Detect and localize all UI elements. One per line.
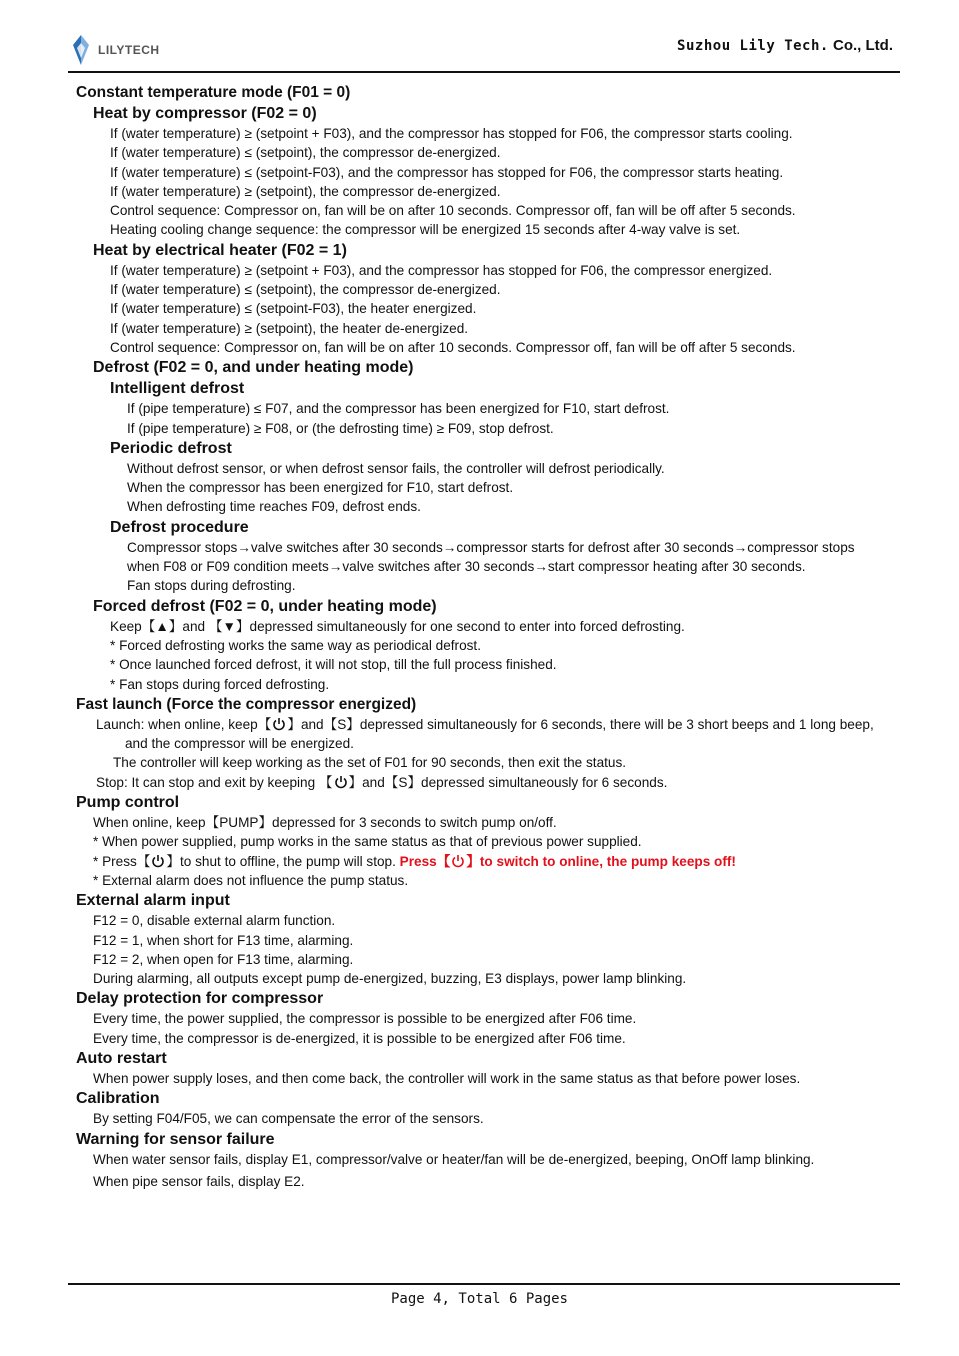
body-line: Heating cooling change sequence: the compressor will be energized 15 seconds after 4-way valve is set. bbox=[110, 222, 741, 238]
subsubsection-title-defrost-procedure: Defrost procedure bbox=[110, 518, 249, 536]
body-line: If (water temperature) ≥ (setpoint), the heater de-energized. bbox=[110, 320, 469, 336]
subsubsection-title-periodic-defrost: Periodic defrost bbox=[110, 439, 232, 457]
body-line: * Fan stops during forced defrosting. bbox=[110, 676, 330, 692]
subsection-title-heat-by-compressor: Heat by compressor (F02 = 0) bbox=[93, 105, 317, 122]
down-key-label: 【▼】 bbox=[208, 618, 250, 634]
body-line: When power supply loses, and then come back, the controller will work in the same status as that before power loses. bbox=[93, 1070, 801, 1086]
body-line: If (water temperature) ≥ (setpoint), the compressor de-energized. bbox=[110, 183, 501, 199]
body-line: Fan stops during defrosting. bbox=[127, 578, 296, 594]
subsection-title-defrost: Defrost (F02 = 0, and under heating mode) bbox=[93, 359, 414, 377]
section-title-constant-temperature: Constant temperature mode (F01 = 0) bbox=[76, 84, 351, 101]
body-line: If (water temperature) ≤ (setpoint), the compressor de-energized. bbox=[110, 145, 501, 161]
body-line: F12 = 1, when short for F13 time, alarming. bbox=[93, 932, 354, 948]
text-span: and【S】depressed simultaneously for 6 seconds. bbox=[362, 774, 668, 790]
body-line: If (water temperature) ≥ (setpoint + F03), and the compressor has stopped for F06, the compressor energized. bbox=[110, 262, 773, 278]
text-span: Launch: when online, keep bbox=[96, 716, 258, 732]
body-line: * Forced defrosting works the same way as periodical defrost. bbox=[110, 637, 481, 653]
page-header bbox=[0, 0, 959, 76]
body-line: * When power supplied, pump works in the same status as that of previous power supplied. bbox=[93, 834, 642, 850]
body-line: If (pipe temperature) ≤ F07, and the compressor has been energized for F10, start defrost. bbox=[127, 401, 670, 417]
body-line: Control sequence: Compressor on, fan will be on after 10 seconds. Compressor off, fan will be off after 5 seconds. bbox=[110, 339, 796, 355]
document-body bbox=[76, 82, 906, 1191]
power-icon bbox=[272, 717, 286, 731]
body-line: If (water temperature) ≤ (setpoint-F03), and the compressor has stopped for F06, the compressor starts heating. bbox=[110, 164, 784, 180]
text-span: and bbox=[182, 618, 206, 634]
body-line-stop: Stop: It can stop and exit by keeping 【 】and【S】depressed simultaneously for 6 seconds. bbox=[96, 774, 668, 790]
section-title-pump-control: Pump control bbox=[76, 794, 180, 812]
body-line: F12 = 2, when open for F13 time, alarming. bbox=[93, 951, 354, 967]
body-line: During alarming, all outputs except pump de-energized, buzzing, E3 displays, power lamp blinking. bbox=[93, 971, 687, 987]
body-line: and the compressor will be energized. bbox=[125, 736, 354, 752]
body-line: when F08 or F09 condition meets→valve switches after 30 seconds→start compressor heating after 30 seconds. bbox=[127, 559, 806, 575]
body-line: Every time, the power supplied, the compressor is possible to be energized after F06 time. bbox=[93, 1011, 637, 1027]
company-name bbox=[677, 37, 893, 54]
power-icon bbox=[451, 854, 465, 868]
body-line: If (water temperature) ≥ (setpoint + F03), and the compressor has stopped for F06, the compressor starts cooling. bbox=[110, 126, 793, 141]
body-line: * Once launched forced defrost, it will not stop, till the full process finished. bbox=[110, 657, 557, 673]
body-line: If (pipe temperature) ≥ F08, or (the defrosting time) ≥ F09, stop defrost. bbox=[127, 420, 554, 436]
text-span: depressed simultaneously for one second to enter into forced defrosting. bbox=[249, 618, 685, 634]
text-span: to shut to offline, the pump will stop. bbox=[180, 853, 396, 869]
lilytech-logo-icon bbox=[70, 34, 92, 66]
subsubsection-title-intelligent-defrost: Intelligent defrost bbox=[110, 380, 245, 398]
text-span: Press bbox=[399, 853, 437, 869]
warning-text: Press【 】to switch to online, the pump keeps off! bbox=[399, 853, 736, 869]
logo-text: LILYTECH bbox=[98, 43, 160, 57]
body-line: Control sequence: Compressor on, fan will be on after 10 seconds. Compressor off, fan will be off after 5 seconds. bbox=[110, 203, 796, 219]
page-number: Page 4, Total 6 Pages bbox=[390, 1291, 568, 1307]
body-line: When online, keep【PUMP】depressed for 3 seconds to switch pump on/off. bbox=[93, 815, 557, 831]
footer-rule bbox=[68, 1283, 900, 1285]
text-span: Stop: It can stop and exit by keeping bbox=[96, 774, 316, 790]
text-span: depressed simultaneously for 6 seconds, there will be 3 short beeps and 1 long beep, bbox=[359, 716, 874, 732]
body-line: When pipe sensor fails, display E2. bbox=[93, 1173, 305, 1189]
body-line-forced-keys bbox=[76, 617, 906, 636]
body-line: Every time, the compressor is de-energized, it is possible to be energized after F06 time. bbox=[93, 1030, 626, 1046]
body-line: Compressor stops→valve switches after 30 seconds→compressor starts for defrost after 30 seconds→compressor stops bbox=[127, 539, 855, 555]
body-line: Without defrost sensor, or when defrost sensor fails, the controller will defrost periodically. bbox=[127, 460, 665, 476]
power-icon bbox=[151, 854, 165, 868]
body-line-pump-press: * Press【 】to shut to offline, the pump will stop. Press【 】to switch to online, the pump keeps off! bbox=[93, 853, 736, 869]
text-span: * Press bbox=[93, 853, 137, 869]
text-span: to switch to online, the pump keeps off! bbox=[479, 853, 736, 869]
subsection-title-heat-by-heater: Heat by electrical heater (F02 = 1) bbox=[93, 241, 347, 259]
company-logo bbox=[70, 34, 160, 66]
section-title-delay-protection: Delay protection for compressor bbox=[76, 990, 324, 1008]
body-line: When defrosting time reaches F09, defrost ends. bbox=[127, 499, 421, 515]
company-name-bold: Suzhou Lily Tech. bbox=[677, 38, 829, 54]
body-line: * External alarm does not influence the pump status. bbox=[93, 872, 409, 888]
section-title-auto-restart: Auto restart bbox=[76, 1049, 167, 1067]
section-title-sensor-failure: Warning for sensor failure bbox=[76, 1130, 275, 1148]
body-line: If (water temperature) ≤ (setpoint), the compressor de-energized. bbox=[110, 282, 501, 298]
company-name-rest: Co., Ltd. bbox=[828, 37, 893, 54]
body-line: The controller will keep working as the set of F01 for 90 seconds, then exit the status. bbox=[113, 755, 627, 771]
section-title-fast-launch: Fast launch (Force the compressor energized) bbox=[76, 695, 417, 713]
text-span: Keep bbox=[110, 618, 142, 634]
body-line: F12 = 0, disable external alarm function. bbox=[93, 913, 336, 929]
text-span: and【S】 bbox=[300, 716, 360, 732]
body-line: When water sensor fails, display E1, compressor/valve or heater/fan will be de-energized, beeping, OnOff lamp blinking. bbox=[93, 1151, 815, 1167]
header-rule bbox=[68, 71, 900, 73]
body-line: When the compressor has been energized for F10, start defrost. bbox=[127, 480, 514, 496]
body-line-launch: Launch: when online, keep【 】and【S】depressed simultaneously for 6 seconds, there will be 3 short beeps and 1 long beep, bbox=[96, 716, 874, 732]
body-line: By setting F04/F05, we can compensate the error of the sensors. bbox=[93, 1111, 484, 1127]
subsection-title-forced-defrost: Forced defrost (F02 = 0, under heating mode) bbox=[93, 597, 437, 615]
body-line: If (water temperature) ≤ (setpoint-F03), the heater energized. bbox=[110, 301, 477, 317]
section-title-external-alarm: External alarm input bbox=[76, 892, 230, 910]
power-icon bbox=[334, 775, 348, 789]
section-title-calibration: Calibration bbox=[76, 1090, 160, 1108]
up-key-label: 【▲】 bbox=[141, 618, 183, 634]
